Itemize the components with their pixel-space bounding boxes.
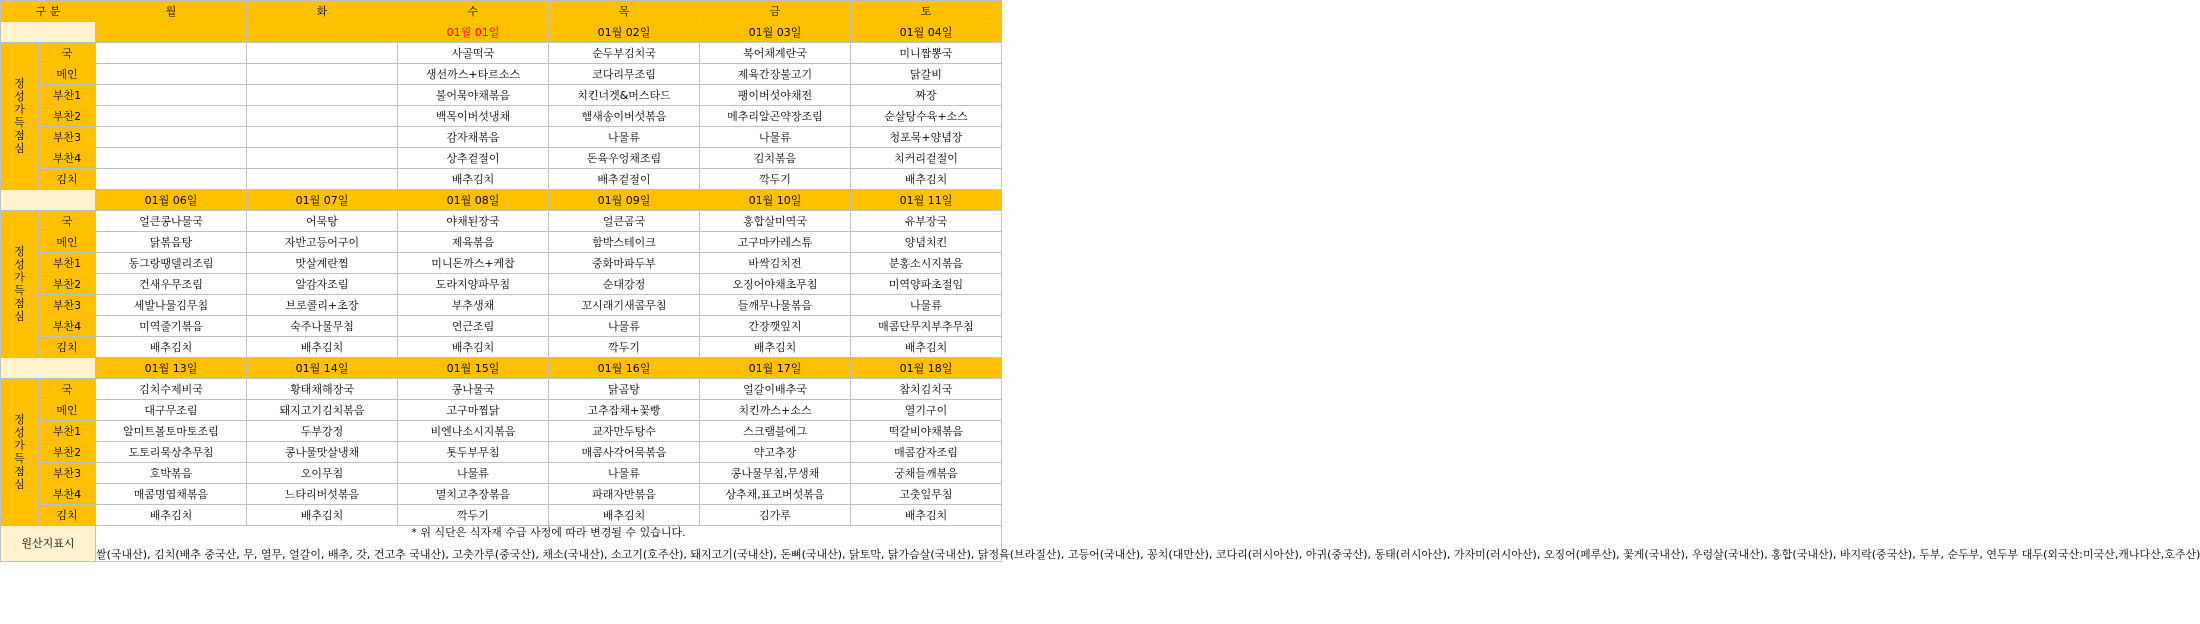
- menu-cell-fri: 스크램블에그: [700, 421, 851, 442]
- menu-cell-thu: 순대강정: [549, 274, 700, 295]
- menu-cell-tue: 오이무침: [247, 463, 398, 484]
- menu-cell-wed: 멸치고추장볶음: [398, 484, 549, 505]
- menu-cell-sat: 순살탕수육+소스: [851, 106, 1002, 127]
- section-char: 점: [14, 297, 25, 310]
- menu-cell-tue: 맛살계란찜: [247, 253, 398, 274]
- header-tue: 화: [247, 1, 398, 22]
- menu-cell-mon: 호박볶음: [96, 463, 247, 484]
- menu-cell-wed: 불어묵야채볶음: [398, 85, 549, 106]
- menu-cell-wed: 백목이버섯냉채: [398, 106, 549, 127]
- menu-cell-mon: 닭볶음탕: [96, 232, 247, 253]
- menu-cell-fri: 오징어야채초무침: [700, 274, 851, 295]
- menu-row: [1, 316, 1002, 337]
- row-label: 김치: [39, 337, 96, 358]
- menu-cell-wed: 야채된장국: [398, 211, 549, 232]
- menu-cell-tue: 알감자조림: [247, 274, 398, 295]
- menu-cell-wed: 연근조림: [398, 316, 549, 337]
- menu-cell-tue: 느타리버섯볶음: [247, 484, 398, 505]
- menu-row: [1, 64, 1002, 85]
- menu-cell-mon: 동그랑땡델리조림: [96, 253, 247, 274]
- section-char: 심: [14, 142, 25, 155]
- menu-row: [1, 337, 1002, 358]
- menu-cell-sat: 열기구이: [851, 400, 1002, 421]
- menu-cell-wed: 도라지양파무침: [398, 274, 549, 295]
- menu-cell-tue: 돼지고기김치볶음: [247, 400, 398, 421]
- menu-cell-fri: 얼갈이배추국: [700, 379, 851, 400]
- menu-cell-wed: 상추겉절이: [398, 148, 549, 169]
- menu-cell-tue: 황태채해장국: [247, 379, 398, 400]
- section-char: 정: [14, 413, 25, 426]
- menu-cell-wed: 톳두부무침: [398, 442, 549, 463]
- menu-cell-thu: 꼬시래기새콤무침: [549, 295, 700, 316]
- section-char: 점: [14, 129, 25, 142]
- menu-cell-thu: 교자만두탕수: [549, 421, 700, 442]
- menu-cell-wed: 감자채볶음: [398, 127, 549, 148]
- menu-cell-thu: 나물류: [549, 127, 700, 148]
- section-label: [1, 379, 39, 526]
- menu-cell-thu: 돈육우엉채조림: [549, 148, 700, 169]
- menu-cell-fri: 약고추장: [700, 442, 851, 463]
- date-thu: 01월 02일: [549, 22, 700, 43]
- menu-cell-tue: [247, 148, 398, 169]
- menu-cell-wed: 제육볶음: [398, 232, 549, 253]
- menu-row: [1, 421, 1002, 442]
- date-mon: 01월 06일: [96, 190, 247, 211]
- date-wed: 01월 15일: [398, 358, 549, 379]
- menu-cell-thu: 중화마파두부: [549, 253, 700, 274]
- date-row: [1, 190, 1002, 211]
- menu-cell-mon: [96, 64, 247, 85]
- menu-cell-fri: 상추채,표고버섯볶음: [700, 484, 851, 505]
- menu-cell-mon: 얼큰콩나물국: [96, 211, 247, 232]
- row-label: 부찬2: [39, 442, 96, 463]
- menu-cell-mon: 세발나물김무침: [96, 295, 247, 316]
- section-label: [1, 211, 39, 358]
- date-row: [1, 358, 1002, 379]
- menu-row: [1, 274, 1002, 295]
- menu-cell-wed: 고구마찜닭: [398, 400, 549, 421]
- menu-cell-mon: [96, 169, 247, 190]
- menu-cell-mon: 배추김치: [96, 505, 247, 526]
- menu-row: [1, 85, 1002, 106]
- menu-row: [1, 442, 1002, 463]
- menu-row: [1, 127, 1002, 148]
- menu-cell-fri: 김가루: [700, 505, 851, 526]
- menu-row: [1, 379, 1002, 400]
- section-char: 심: [14, 310, 25, 323]
- menu-cell-wed: 배추김치: [398, 169, 549, 190]
- menu-cell-thu: 나물류: [549, 463, 700, 484]
- menu-cell-tue: [247, 127, 398, 148]
- menu-cell-tue: 어묵탕: [247, 211, 398, 232]
- menu-cell-sat: 매콤감자조림: [851, 442, 1002, 463]
- menu-cell-tue: 배추김치: [247, 505, 398, 526]
- menu-cell-sat: 짜장: [851, 85, 1002, 106]
- date-wed: 01월 08일: [398, 190, 549, 211]
- menu-cell-mon: [96, 127, 247, 148]
- date-tue: [247, 22, 398, 43]
- menu-cell-fri: 나물류: [700, 127, 851, 148]
- header-row: [1, 1, 1002, 22]
- menu-cell-thu: 치킨너겟&머스타드: [549, 85, 700, 106]
- row-label: 부찬3: [39, 295, 96, 316]
- date-mon: 01월 13일: [96, 358, 247, 379]
- menu-row: [1, 253, 1002, 274]
- origin-label: 원산지표시: [1, 526, 96, 562]
- header-thu: 목: [549, 1, 700, 22]
- menu-cell-thu: 코다리무조림: [549, 64, 700, 85]
- menu-cell-thu: 순두부김치국: [549, 43, 700, 64]
- menu-cell-mon: [96, 43, 247, 64]
- section-char: 가: [14, 103, 25, 116]
- menu-cell-fri: 바싹김치전: [700, 253, 851, 274]
- menu-cell-thu: 햄새송이버섯볶음: [549, 106, 700, 127]
- row-label: 부찬2: [39, 106, 96, 127]
- menu-cell-fri: 치킨까스+소스: [700, 400, 851, 421]
- menu-cell-sat: 유부장국: [851, 211, 1002, 232]
- menu-cell-fri: 홍합살미역국: [700, 211, 851, 232]
- row-label: 부찬3: [39, 463, 96, 484]
- menu-cell-sat: 배추김치: [851, 337, 1002, 358]
- section-char: 성: [14, 90, 25, 103]
- menu-cell-mon: 알미트볼토마토조림: [96, 421, 247, 442]
- row-label: 김치: [39, 505, 96, 526]
- row-label: 부찬1: [39, 253, 96, 274]
- menu-cell-mon: 도토리묵상추무침: [96, 442, 247, 463]
- row-label: 부찬4: [39, 484, 96, 505]
- menu-cell-mon: 건새우무조림: [96, 274, 247, 295]
- menu-cell-mon: [96, 106, 247, 127]
- row-label: 국: [39, 379, 96, 400]
- menu-cell-tue: [247, 43, 398, 64]
- menu-cell-sat: 궁채들깨볶음: [851, 463, 1002, 484]
- date-tue: 01월 07일: [247, 190, 398, 211]
- menu-cell-fri: 콩나물무침,무생채: [700, 463, 851, 484]
- menu-cell-fri: 들깨무나물볶음: [700, 295, 851, 316]
- menu-cell-thu: 나물류: [549, 316, 700, 337]
- menu-cell-wed: 나물류: [398, 463, 549, 484]
- section-char: 득: [14, 284, 25, 297]
- header-mon: 월: [96, 1, 247, 22]
- menu-cell-wed: 사골떡국: [398, 43, 549, 64]
- date-mon: [96, 22, 247, 43]
- menu-row: [1, 295, 1002, 316]
- menu-cell-sat: 나물류: [851, 295, 1002, 316]
- header-fri: 금: [700, 1, 851, 22]
- origin-text: 쌀(국내산), 김치(배추 중국산, 무, 열무, 얼갈이, 배추, 갓, 건고추 국내산), 고춧가루(중국산), 채소(국내산), 소고기(호주산), 돼지고기(국내산), 돈뼈(국내산), 닭토막, 닭가슴살(국내산), 닭정육(브라질산), 고등어(국내산), 꽁치(대만산), 코다리(러시아산), 아귀(중국산), 동태(러시아산), 가자미(러시아산), 오징어(페루산), 꽃게(국내산), 우렁살(국내산), 홍합(국내산), 바지락(중국산), 두부, 순두부, 연두부 대두(외국산:미국산,캐나다산,호주산): [96, 548, 2200, 561]
- header-sat: 토: [851, 1, 1002, 22]
- menu-cell-thu: 고추잡채+꽃빵: [549, 400, 700, 421]
- menu-cell-wed: 배추김치: [398, 337, 549, 358]
- menu-cell-thu: 배추김치: [549, 505, 700, 526]
- menu-cell-wed: 깍두기: [398, 505, 549, 526]
- menu-cell-wed: 부추생채: [398, 295, 549, 316]
- menu-row: [1, 484, 1002, 505]
- menu-cell-sat: 청포묵+양념장: [851, 127, 1002, 148]
- menu-row: [1, 148, 1002, 169]
- menu-cell-sat: 참치김치국: [851, 379, 1002, 400]
- menu-cell-mon: 김치수제비국: [96, 379, 247, 400]
- menu-cell-sat: 매콤단무지부추무침: [851, 316, 1002, 337]
- menu-cell-sat: 닭갈비: [851, 64, 1002, 85]
- menu-cell-tue: [247, 85, 398, 106]
- date-row-blank: [1, 22, 96, 43]
- menu-cell-thu: 깍두기: [549, 337, 700, 358]
- row-label: 국: [39, 211, 96, 232]
- row-label: 부찬2: [39, 274, 96, 295]
- menu-cell-sat: 배추김치: [851, 169, 1002, 190]
- menu-cell-sat: 양념치킨: [851, 232, 1002, 253]
- row-label: 부찬4: [39, 148, 96, 169]
- menu-cell-fri: 배추김치: [700, 337, 851, 358]
- menu-cell-tue: 자반고등어구이: [247, 232, 398, 253]
- menu-cell-sat: 배추김치: [851, 505, 1002, 526]
- row-label: 부찬1: [39, 85, 96, 106]
- row-label: 부찬1: [39, 421, 96, 442]
- notes-row: [1, 526, 1002, 562]
- date-thu: 01월 09일: [549, 190, 700, 211]
- menu-row: [1, 232, 1002, 253]
- menu-cell-sat: 치커리겉절이: [851, 148, 1002, 169]
- menu-cell-fri: 메추리알곤약장조림: [700, 106, 851, 127]
- notes-cell: [96, 526, 2200, 562]
- menu-cell-sat: 미니짬뽕국: [851, 43, 1002, 64]
- menu-cell-wed: 비엔나소시지볶음: [398, 421, 549, 442]
- menu-cell-mon: 대구무조림: [96, 400, 247, 421]
- section-char: 심: [14, 478, 25, 491]
- menu-cell-mon: [96, 148, 247, 169]
- menu-cell-mon: [96, 85, 247, 106]
- row-label: 부찬3: [39, 127, 96, 148]
- menu-cell-tue: [247, 106, 398, 127]
- row-label: 메인: [39, 232, 96, 253]
- section-char: 득: [14, 116, 25, 129]
- menu-cell-thu: 매콤사각어묵볶음: [549, 442, 700, 463]
- date-fri: 01월 03일: [700, 22, 851, 43]
- menu-cell-fri: 팽이버섯야채전: [700, 85, 851, 106]
- menu-cell-tue: 브로콜리+초장: [247, 295, 398, 316]
- menu-cell-tue: 배추김치: [247, 337, 398, 358]
- menu-cell-thu: 얼큰곰국: [549, 211, 700, 232]
- date-fri: 01월 10일: [700, 190, 851, 211]
- menu-row: [1, 43, 1002, 64]
- date-thu: 01월 16일: [549, 358, 700, 379]
- date-row-blank: [1, 190, 96, 211]
- menu-cell-fri: 고구마카레스튜: [700, 232, 851, 253]
- menu-cell-thu: 배추겉절이: [549, 169, 700, 190]
- menu-row: [1, 106, 1002, 127]
- row-label: 부찬4: [39, 316, 96, 337]
- section-char: 성: [14, 258, 25, 271]
- menu-cell-fri: 제육간장불고기: [700, 64, 851, 85]
- section-char: 득: [14, 452, 25, 465]
- menu-cell-thu: 파래자반볶음: [549, 484, 700, 505]
- header-wed: 수: [398, 1, 549, 22]
- date-tue: 01월 14일: [247, 358, 398, 379]
- menu-cell-fri: 깍두기: [700, 169, 851, 190]
- row-label: 메인: [39, 64, 96, 85]
- menu-cell-tue: [247, 169, 398, 190]
- section-char: 가: [14, 271, 25, 284]
- menu-cell-sat: 분홍소시지볶음: [851, 253, 1002, 274]
- section-char: 정: [14, 77, 25, 90]
- menu-cell-fri: 간장깻잎지: [700, 316, 851, 337]
- menu-cell-tue: 콩나물맛살냉채: [247, 442, 398, 463]
- date-row: [1, 22, 1002, 43]
- row-label: 김치: [39, 169, 96, 190]
- menu-cell-sat: 떡갈비야채볶음: [851, 421, 1002, 442]
- section-char: 가: [14, 439, 25, 452]
- date-sat: 01월 18일: [851, 358, 1002, 379]
- date-sat: 01월 04일: [851, 22, 1002, 43]
- date-sat: 01월 11일: [851, 190, 1002, 211]
- menu-cell-tue: 숙주나물무침: [247, 316, 398, 337]
- menu-row: [1, 169, 1002, 190]
- menu-cell-sat: 미역양파초절임: [851, 274, 1002, 295]
- section-char: 정: [14, 245, 25, 258]
- menu-row: [1, 463, 1002, 484]
- menu-row: [1, 505, 1002, 526]
- menu-cell-wed: 콩나물국: [398, 379, 549, 400]
- section-char: 성: [14, 426, 25, 439]
- menu-cell-wed: 생선까스+타르소스: [398, 64, 549, 85]
- menu-cell-thu: 함박스테이크: [549, 232, 700, 253]
- menu-cell-fri: 북어채계란국: [700, 43, 851, 64]
- header-corner: 구 분: [1, 1, 96, 22]
- menu-cell-wed: 미니돈까스+케찹: [398, 253, 549, 274]
- menu-cell-mon: 배추김치: [96, 337, 247, 358]
- notice-text: * 위 식단은 식자재 수급 사정에 따라 변경될 수 있습니다.: [411, 526, 686, 539]
- row-label: 메인: [39, 400, 96, 421]
- date-row-blank: [1, 358, 96, 379]
- menu-cell-tue: [247, 64, 398, 85]
- menu-cell-mon: 매콤명엽채볶음: [96, 484, 247, 505]
- menu-row: [1, 211, 1002, 232]
- section-label: [1, 43, 39, 190]
- menu-cell-fri: 김치볶음: [700, 148, 851, 169]
- menu-cell-thu: 닭곰탕: [549, 379, 700, 400]
- section-char: 점: [14, 465, 25, 478]
- menu-row: [1, 400, 1002, 421]
- menu-cell-sat: 고춧잎무침: [851, 484, 1002, 505]
- menu-cell-tue: 두부강정: [247, 421, 398, 442]
- menu-cell-mon: 미역줄기볶음: [96, 316, 247, 337]
- row-label: 국: [39, 43, 96, 64]
- date-wed: 01월 01일: [398, 22, 549, 43]
- date-fri: 01월 17일: [700, 358, 851, 379]
